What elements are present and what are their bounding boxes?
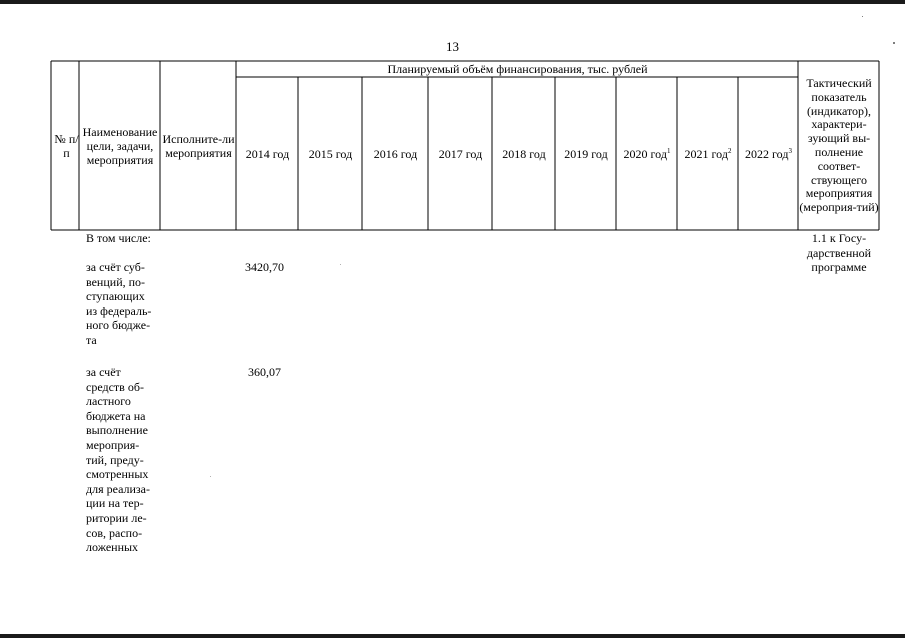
scan-speck bbox=[210, 476, 211, 477]
year-label: 2022 год bbox=[745, 146, 789, 161]
header-year bbox=[299, 78, 362, 230]
row-value-2014: 360,07 bbox=[248, 365, 281, 379]
scan-speck bbox=[340, 264, 341, 265]
header-year bbox=[739, 78, 798, 230]
header-year bbox=[678, 78, 738, 230]
header-indicator bbox=[799, 62, 879, 230]
header-year bbox=[429, 78, 492, 230]
header-year bbox=[493, 78, 555, 230]
header-funding bbox=[237, 62, 798, 77]
year-footnote: 1 bbox=[666, 146, 671, 155]
year-label: 2016 год bbox=[373, 146, 418, 161]
header-name-label: Наименование цели, задачи, мероприятия bbox=[82, 124, 158, 168]
year-label: 2019 год bbox=[564, 146, 608, 161]
year-label: 2017 год bbox=[438, 146, 483, 161]
year-label: 2020 год bbox=[623, 146, 667, 161]
row-name: за счёт суб-венций, по-ступающих из федераль-ного бюдже-та bbox=[86, 260, 152, 347]
header-year bbox=[363, 78, 428, 230]
year-label: 2014 год bbox=[245, 146, 290, 161]
header-num-label: № п/п bbox=[54, 131, 79, 160]
header-indicator-label: Тактический показатель (индикатор), характери-зующий вы-полнение соответ-ствующего мероприятия (мероприя-тий) bbox=[799, 76, 879, 215]
year-footnote: 3 bbox=[788, 146, 792, 155]
indicator-reference: 1.1 к Госу-дарственной программе bbox=[806, 231, 872, 275]
header-name bbox=[80, 62, 160, 230]
year-label: 2021 год bbox=[684, 146, 728, 161]
scan-speck bbox=[893, 42, 895, 44]
header-year bbox=[617, 78, 677, 230]
row-name: за счёт средств об-ластного бюджета на выполнение мероприя-тий, преду-смотренных для реализа-ции на тер-ритории ле-сов, распо-ложенных bbox=[86, 365, 150, 555]
year-label: 2015 год bbox=[308, 146, 353, 161]
row-value-2014: 3420,70 bbox=[245, 260, 284, 274]
year-label: 2018 год bbox=[502, 146, 546, 161]
page-number: 13 bbox=[446, 39, 459, 54]
including-label: В том числе: bbox=[86, 231, 151, 245]
header-year bbox=[556, 78, 616, 230]
header-executor-label: Исполните-ли мероприятия bbox=[162, 131, 235, 160]
header-year bbox=[237, 78, 298, 230]
header-executor bbox=[161, 62, 236, 230]
scan-speck bbox=[862, 16, 863, 17]
scan-edge-bottom bbox=[0, 634, 905, 638]
header-num bbox=[52, 62, 81, 230]
year-footnote: 2 bbox=[727, 146, 732, 155]
header-funding-label: Планируемый объём финансирования, тыс. рублей bbox=[387, 62, 648, 77]
